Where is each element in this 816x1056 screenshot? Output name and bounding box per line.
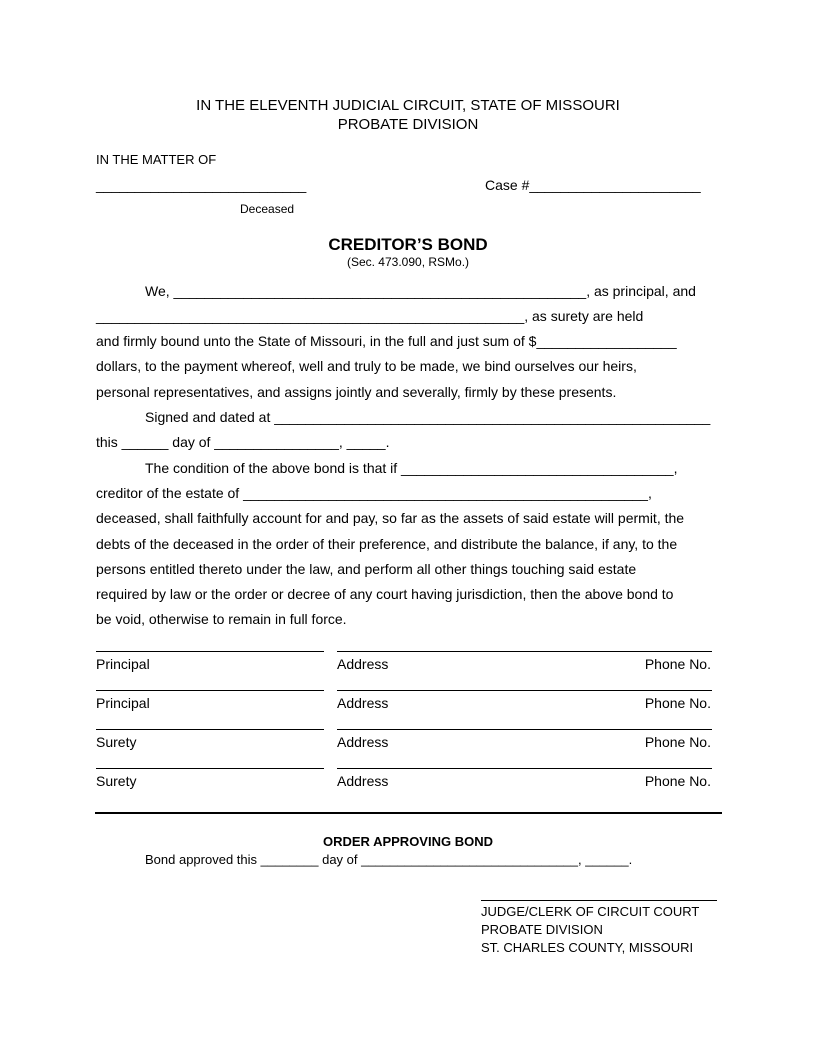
phone-label: Phone No. — [644, 734, 711, 750]
address-line — [337, 768, 712, 769]
body-line-11: debts of the deceased in the order of their preference, and distribute the balance, if any, to the — [96, 536, 678, 552]
in-matter-of-label: IN THE MATTER OF — [96, 152, 217, 167]
deceased-label: Deceased — [240, 202, 295, 216]
address-label: Address — [337, 656, 389, 672]
phone-label: Phone No. — [644, 695, 711, 711]
order-approved-line: Bond approved this ________ day of ______________________________, ______. — [145, 852, 633, 867]
body-line-9: creditor of the estate of ____________________________________________________, — [96, 485, 652, 501]
signer-county: ST. CHARLES COUNTY, MISSOURI — [481, 940, 694, 955]
address-line — [337, 729, 712, 730]
section-divider — [95, 812, 722, 814]
signer-title: JUDGE/CLERK OF CIRCUIT COURT — [481, 904, 700, 919]
body-line-10: deceased, shall faithfully account for and pay, so far as the assets of said estate will permit, the — [96, 510, 685, 526]
decedent-name-blank: ___________________________ — [96, 177, 307, 193]
body-line-14: be void, otherwise to remain in full force. — [96, 611, 347, 627]
signature-role-label: Surety — [96, 734, 137, 750]
body-line-3: and firmly bound unto the State of Missouri, in the full and just sum of $__________________ — [96, 333, 677, 349]
signature-line — [96, 690, 324, 691]
address-line — [337, 651, 712, 652]
phone-label: Phone No. — [644, 656, 711, 672]
body-line-7: this ______ day of ________________, _____. — [96, 434, 390, 450]
signature-line — [96, 651, 324, 652]
signer-division: PROBATE DIVISION — [481, 922, 603, 937]
body-line-2: _______________________________________________________, as surety are held — [96, 308, 644, 324]
body-line-1: We, _____________________________________________________, as principal, and — [145, 283, 696, 299]
address-label: Address — [337, 773, 389, 789]
signature-line — [96, 768, 324, 769]
address-label: Address — [337, 695, 389, 711]
body-line-8: The condition of the above bond is that if ___________________________________, — [145, 460, 678, 476]
address-line — [337, 690, 712, 691]
body-line-12: persons entitled thereto under the law, and perform all other things touching said estate — [96, 561, 637, 577]
address-label: Address — [337, 734, 389, 750]
body-line-4: dollars, to the payment whereof, well and truly to be made, we bind ourselves our heirs, — [96, 358, 637, 374]
signature-role-label: Surety — [96, 773, 137, 789]
body-line-13: required by law or the order or decree of any court having jurisdiction, then the above bond to — [96, 586, 674, 602]
judge-signature-line — [481, 900, 717, 901]
body-line-6: Signed and dated at ________________________________________________________ — [145, 409, 711, 425]
case-number-field: Case #______________________ — [485, 177, 701, 193]
signature-role-label: Principal — [96, 695, 150, 711]
court-heading: IN THE ELEVENTH JUDICIAL CIRCUIT, STATE OF MISSOURI — [196, 97, 620, 114]
signature-role-label: Principal — [96, 656, 150, 672]
statute-citation: (Sec. 473.090, RSMo.) — [346, 255, 470, 269]
body-line-5: personal representatives, and assigns jointly and severally, firmly by these presents. — [96, 384, 617, 400]
phone-label: Phone No. — [644, 773, 711, 789]
signature-line — [96, 729, 324, 730]
division-heading: PROBATE DIVISION — [337, 116, 479, 133]
document-title: CREDITOR’S BOND — [328, 235, 488, 254]
order-title: ORDER APPROVING BOND — [323, 834, 493, 849]
